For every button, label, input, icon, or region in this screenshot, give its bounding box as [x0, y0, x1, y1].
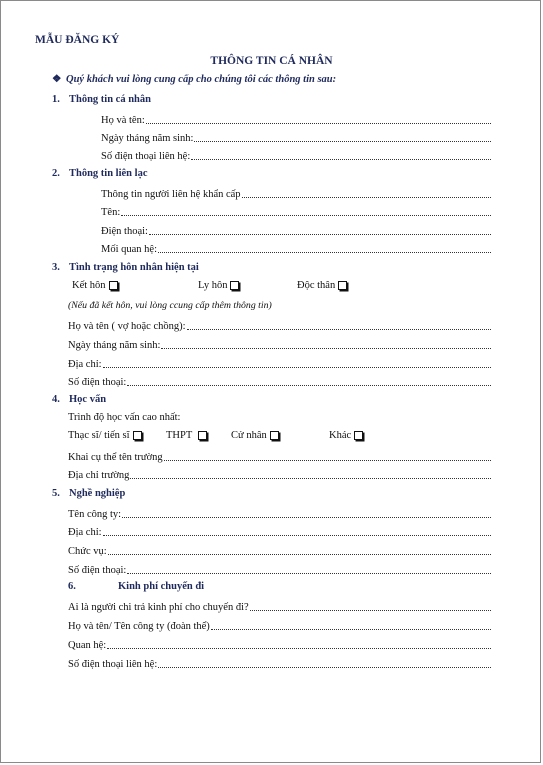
fill-line[interactable]	[242, 187, 491, 198]
fill-line[interactable]	[146, 113, 491, 124]
field-label: Tên:	[101, 207, 121, 218]
school-name-field[interactable]	[68, 449, 491, 463]
section-title: Thông tin liên lạc	[69, 168, 148, 179]
section-4-heading	[52, 394, 106, 405]
single-option[interactable]	[297, 280, 347, 291]
checkbox-icon[interactable]	[133, 431, 142, 440]
section-3-heading	[52, 262, 199, 273]
field-label: Khai cụ thể tên trường	[68, 452, 163, 463]
spouse-phone-field[interactable]	[68, 374, 491, 388]
option-label: Khác	[329, 430, 352, 441]
company-phone-field[interactable]	[68, 562, 491, 576]
spouse-dob-field[interactable]	[68, 337, 491, 351]
fill-line[interactable]	[121, 205, 491, 216]
contact-name-field[interactable]	[101, 204, 491, 218]
intro-line	[52, 73, 336, 85]
field-label: Ai là người chi trả kinh phí cho chuyến đi?	[68, 602, 249, 613]
full-name-field[interactable]	[101, 112, 491, 126]
section-title: Tình trạng hôn nhân hiện tại	[69, 262, 199, 273]
intro-text: Quý khách vui lòng cung cấp cho chúng tôi các thông tin sau:	[66, 74, 337, 85]
school-address-field[interactable]	[68, 467, 491, 481]
checkbox-icon[interactable]	[230, 281, 239, 290]
option-label: Kết hôn	[72, 280, 106, 291]
field-label: Họ và tên/ Tên công ty (đoàn thể)	[68, 621, 210, 632]
field-label: Ngày tháng năm sinh:	[68, 340, 161, 351]
company-name-field[interactable]	[68, 506, 491, 520]
company-address-field[interactable]	[68, 524, 491, 538]
section-6-heading	[68, 581, 204, 592]
field-label: Địa chỉ:	[68, 527, 102, 538]
highest-education-label: Trình độ học vấn cao nhất:	[68, 412, 181, 423]
field-label: Điện thoại:	[101, 226, 148, 237]
section-title: Thông tin cá nhân	[69, 94, 151, 105]
option-label: Độc thân	[297, 280, 336, 291]
spouse-name-field[interactable]	[68, 318, 491, 332]
checkbox-icon[interactable]	[198, 431, 207, 440]
fill-line[interactable]	[149, 224, 491, 235]
option-label: Thạc sĩ/ tiến sĩ	[68, 430, 130, 441]
payer-name-field[interactable]	[68, 618, 491, 632]
option-label: THPT	[166, 430, 193, 441]
fill-line[interactable]	[127, 563, 491, 574]
section-title: Kinh phí chuyến đi	[118, 581, 205, 592]
fill-line[interactable]	[130, 468, 491, 479]
fill-line[interactable]	[164, 450, 491, 461]
field-label: Họ và tên:	[101, 115, 145, 126]
checkbox-icon[interactable]	[109, 281, 118, 290]
contact-relation-field[interactable]	[101, 241, 491, 255]
contact-phone-field[interactable]	[101, 223, 491, 237]
fill-line[interactable]	[211, 619, 491, 630]
option-label: Cử nhân	[231, 430, 267, 441]
fill-line[interactable]	[158, 242, 491, 253]
section-number: 5.	[52, 488, 60, 499]
phone-field[interactable]	[101, 148, 491, 162]
highschool-option[interactable]	[166, 430, 207, 441]
fill-line[interactable]	[122, 507, 491, 518]
fill-line[interactable]	[127, 375, 491, 386]
fill-line[interactable]	[187, 319, 491, 330]
section-5-heading	[52, 488, 125, 499]
section-title: Học vấn	[69, 394, 107, 405]
section-number: 1.	[52, 94, 60, 105]
section-number: 6.	[68, 581, 76, 592]
married-note: (Nếu đã kết hôn, vui lòng ccung cấp thêm thông tin)	[68, 300, 272, 311]
other-option[interactable]	[329, 430, 363, 441]
checkbox-icon[interactable]	[338, 281, 347, 290]
field-label: Số điện thoại:	[68, 565, 127, 576]
field-label: Số điện thoại:	[68, 377, 127, 388]
checkbox-icon[interactable]	[354, 431, 363, 440]
section-number: 4.	[52, 394, 60, 405]
fill-line[interactable]	[103, 525, 491, 536]
field-label: Mối quan hệ:	[101, 244, 157, 255]
field-label: Số điện thoại liên hệ:	[101, 151, 191, 162]
fill-line[interactable]	[161, 338, 491, 349]
fill-line[interactable]	[107, 638, 491, 649]
married-option[interactable]	[72, 280, 118, 291]
field-label: Thông tin người liên hệ khẩn cấp	[101, 189, 241, 200]
spouse-address-field[interactable]	[68, 356, 491, 370]
field-label: Số điện thoại liên hệ:	[68, 659, 158, 670]
field-label: Chức vụ:	[68, 546, 107, 557]
fill-line[interactable]	[158, 657, 491, 668]
fill-line[interactable]	[250, 600, 491, 611]
fill-line[interactable]	[194, 131, 491, 142]
masters-option[interactable]	[68, 430, 142, 441]
section-2-heading	[52, 168, 147, 179]
payer-field[interactable]	[68, 599, 491, 613]
payer-relation-field[interactable]	[68, 637, 491, 651]
form-title: MẪU ĐĂNG KÝ	[35, 34, 120, 46]
diamond-bullet-icon: ❖	[52, 74, 62, 85]
field-label: Họ và tên ( vợ hoặc chồng):	[68, 321, 186, 332]
field-label: Tên công ty:	[68, 509, 122, 520]
dob-field[interactable]	[101, 130, 491, 144]
field-label: Ngày tháng năm sinh:	[101, 133, 194, 144]
field-label: Quan hệ:	[68, 640, 107, 651]
section-1-heading	[52, 94, 151, 105]
field-label: Địa chỉ trường	[68, 470, 130, 481]
checkbox-icon[interactable]	[270, 431, 279, 440]
bachelor-option[interactable]	[231, 430, 279, 441]
fill-line[interactable]	[108, 544, 491, 555]
position-field[interactable]	[68, 543, 491, 557]
section-title: Nghề nghiệp	[69, 488, 126, 499]
option-label: Ly hôn	[198, 280, 228, 291]
payer-phone-field[interactable]	[68, 656, 491, 670]
fill-line[interactable]	[191, 149, 491, 160]
section-number: 3.	[52, 262, 60, 273]
divorced-option[interactable]	[198, 280, 239, 291]
field-label: Địa chỉ:	[68, 359, 102, 370]
page-title: THÔNG TIN CÁ NHÂN	[210, 55, 333, 67]
fill-line[interactable]	[103, 357, 491, 368]
section-number: 2.	[52, 168, 60, 179]
emergency-contact-field[interactable]	[101, 186, 491, 200]
